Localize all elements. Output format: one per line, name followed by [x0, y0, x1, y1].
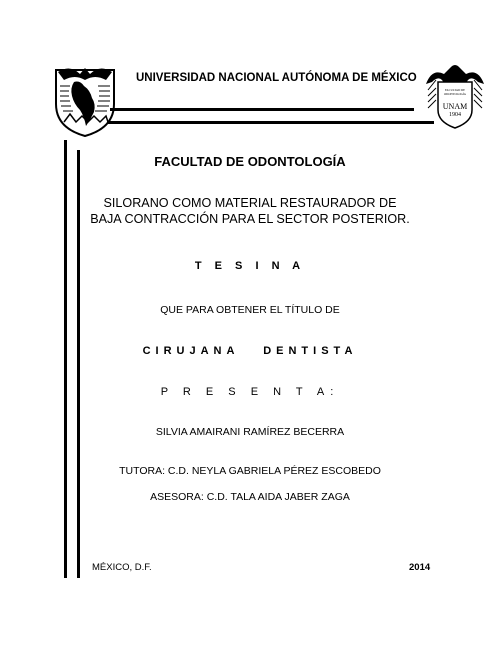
seal-faculty-text: FACULTAD DE ODONTOLOGÍA — [444, 88, 466, 96]
document-type: T E S I N A — [194, 260, 306, 272]
advisor-name: ASESORA: C.D. TALA AIDA JABER ZAGA — [150, 491, 350, 503]
header-rule-top — [110, 108, 414, 111]
degree-title: CIRUJANA DENTISTA — [142, 345, 358, 357]
presents-label: P R E S E N T A: — [160, 386, 340, 398]
facultad-odontologia-seal — [424, 60, 486, 130]
author-name: SILVIA AMAIRANI RAMÍREZ BECERRA — [155, 426, 345, 438]
faculty-name: FACULTAD DE ODONTOLOGÍA — [154, 154, 346, 169]
seal-unam-text: UNAM — [442, 102, 468, 111]
university-name: UNIVERSIDAD NACIONAL AUTÓNOMA DE MÉXICO — [136, 72, 417, 84]
year: 2014 — [409, 562, 431, 573]
degree-purpose: QUE PARA OBTENER EL TÍTULO DE — [160, 304, 340, 316]
place: MÉXICO, D.F. — [92, 562, 152, 573]
seal-year-text: 1904 — [449, 112, 461, 118]
thesis-title-line-1: SILORANO COMO MATERIAL RESTAURADOR DE — [103, 196, 397, 210]
thesis-title-line-2: BAJA CONTRACCIÓN PARA EL SECTOR POSTERIOR. — [90, 212, 410, 226]
header-rule-bottom — [108, 121, 434, 124]
tutor-name: TUTORA: C.D. NEYLA GABRIELA PÉREZ ESCOBEDO — [119, 465, 381, 477]
unam-coat-of-arms-logo — [50, 64, 120, 138]
thesis-title — [0, 195, 500, 227]
